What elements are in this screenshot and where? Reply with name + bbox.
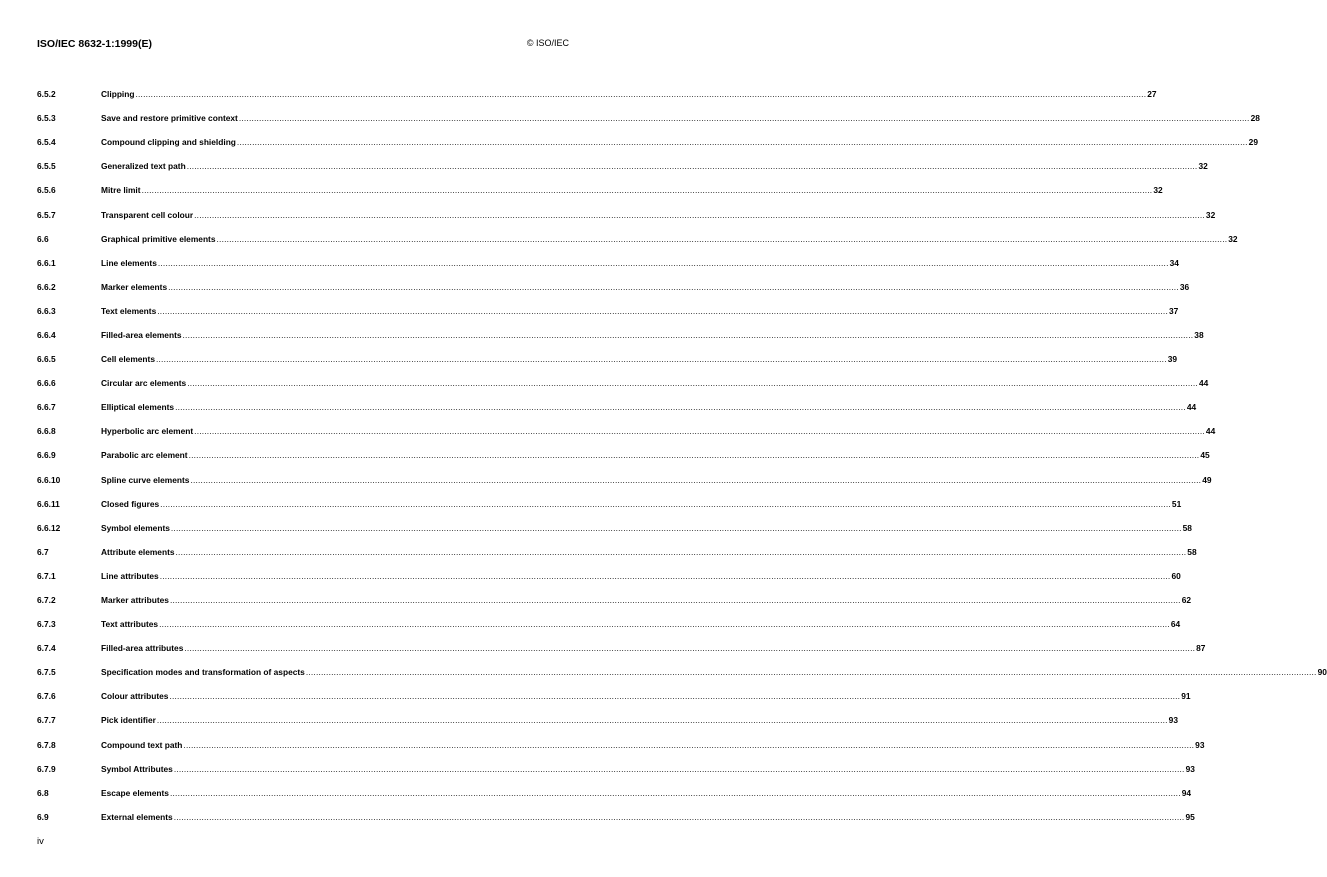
toc-section-number: 6.5.5 [37, 161, 56, 172]
toc-section-number: 6.7.3 [37, 619, 56, 630]
toc-section-title: Escape elements [101, 787, 169, 798]
toc-section-number: 6.6.4 [37, 329, 56, 340]
toc-section-title: Filled-area attributes [101, 643, 184, 654]
toc-page-number: 44 [1205, 426, 1216, 437]
toc-section-title: Parabolic arc element [101, 450, 188, 461]
toc-section-title: Compound text path [101, 739, 183, 750]
toc-section-title: Symbol Attributes [101, 763, 173, 774]
toc-entry[interactable] [37, 636, 1206, 660]
toc-page-number: 93 [1185, 763, 1195, 774]
toc-dot-leader: ................................................................................................................................................................................................................................................................................................................................................................................................................ [186, 161, 1198, 172]
toc-section-title: Save and restore primitive context [101, 113, 238, 124]
toc-entry[interactable] [37, 323, 1204, 347]
toc-page-number: 27 [1147, 89, 1157, 100]
toc-entry[interactable] [37, 708, 1178, 732]
toc-dot-leader: ................................................................................................................................................................................................................................................................................................................................................................................................................ [135, 89, 1147, 100]
toc-section-number: 6.7.7 [37, 715, 56, 726]
toc-page-number: 58 [1187, 546, 1197, 557]
toc-page-number: 94 [1181, 787, 1192, 798]
toc-dot-leader: ................................................................................................................................................................................................................................................................................................................................................................................................................ [170, 522, 1182, 533]
toc-dot-leader: ................................................................................................................................................................................................................................................................................................................................................................................................................ [184, 643, 1196, 654]
toc-page-number: 34 [1169, 257, 1179, 268]
toc-section-number: 6.6.2 [37, 281, 56, 292]
toc-entry[interactable] [37, 757, 1195, 781]
toc-section-title: Marker attributes [101, 595, 169, 606]
toc-entry[interactable] [37, 443, 1210, 467]
toc-entry[interactable] [37, 588, 1192, 612]
toc-page-number: 93 [1168, 715, 1178, 726]
toc-entry[interactable] [37, 275, 1190, 299]
toc-entry[interactable] [37, 733, 1205, 757]
toc-section-title: Graphical primitive elements [101, 233, 216, 244]
toc-section-title: Specification modes and transformation of aspects [101, 667, 305, 678]
toc-dot-leader: ................................................................................................................................................................................................................................................................................................................................................................................................................ [159, 619, 1170, 630]
toc-section-title: Text attributes [101, 619, 159, 630]
toc-section-number: 6.7.6 [37, 691, 56, 702]
toc-dot-leader: ................................................................................................................................................................................................................................................................................................................................................................................................................ [169, 595, 1181, 606]
toc-entry[interactable] [37, 516, 1192, 540]
toc-section-number: 6.6.1 [37, 257, 56, 268]
toc-dot-leader: ................................................................................................................................................................................................................................................................................................................................................................................................................ [190, 474, 1202, 485]
toc-dot-leader: ................................................................................................................................................................................................................................................................................................................................................................................................................ [187, 378, 1198, 389]
toc-entry[interactable] [37, 660, 1327, 684]
toc-page-number: 44 [1186, 402, 1197, 413]
document-id: ISO/IEC 8632-1:1999(E) [37, 38, 152, 50]
toc-entry[interactable] [37, 468, 1212, 492]
toc-section-number: 6.7.2 [37, 595, 56, 606]
toc-section-number: 6.6.11 [37, 498, 60, 509]
toc-section-number: 6.6 [37, 233, 49, 244]
toc-section-title: Closed figures [101, 498, 160, 509]
toc-section-title: Line elements [101, 257, 157, 268]
toc-entry[interactable] [37, 564, 1181, 588]
toc-section-number: 6.8 [37, 787, 49, 798]
toc-page-number: 51 [1171, 498, 1182, 509]
toc-entry[interactable] [37, 805, 1195, 829]
toc-dot-leader: ................................................................................................................................................................................................................................................................................................................................................................................................................ [157, 305, 1168, 316]
toc-entry[interactable] [37, 130, 1258, 154]
toc-page-number: 44 [1198, 378, 1209, 389]
toc-section-title: Symbol elements [101, 522, 170, 533]
toc-page-number: 91 [1181, 691, 1191, 702]
toc-entry[interactable] [37, 395, 1197, 419]
toc-entry[interactable] [37, 540, 1197, 564]
toc-section-number: 6.5.6 [37, 185, 56, 196]
toc-section-title: Spline curve elements [101, 474, 190, 485]
toc-page-number: 32 [1228, 233, 1238, 244]
toc-entry[interactable] [37, 106, 1260, 130]
toc-section-number: 6.6.8 [37, 426, 56, 437]
toc-section-number: 6.7.8 [37, 739, 56, 750]
toc-section-number: 6.9 [37, 811, 49, 822]
toc-entry[interactable] [37, 419, 1216, 443]
toc-page-number: 32 [1198, 161, 1208, 172]
toc-page-number: 87 [1196, 643, 1206, 654]
toc-dot-leader: ................................................................................................................................................................................................................................................................................................................................................................................................................ [188, 450, 1200, 461]
toc-section-number: 6.5.2 [37, 89, 56, 100]
toc-dot-leader: ................................................................................................................................................................................................................................................................................................................................................................................................................ [169, 691, 1181, 702]
toc-dot-leader: ................................................................................................................................................................................................................................................................................................................................................................................................................ [156, 715, 1168, 726]
toc-page-number: 62 [1181, 595, 1192, 606]
toc-dot-leader: ................................................................................................................................................................................................................................................................................................................................................................................................................ [238, 113, 1250, 124]
toc-entry[interactable] [37, 347, 1178, 371]
toc-entry[interactable] [37, 178, 1163, 202]
toc-section-number: 6.7.9 [37, 763, 56, 774]
toc-page-number: 45 [1200, 450, 1210, 461]
toc-section-number: 6.6.9 [37, 450, 56, 461]
toc-dot-leader: ................................................................................................................................................................................................................................................................................................................................................................................................................ [156, 354, 1167, 365]
page-number: iv [37, 836, 44, 847]
toc-entry[interactable] [37, 781, 1192, 805]
toc-section-title: Generalized text path [101, 161, 186, 172]
toc-entry[interactable] [37, 492, 1182, 516]
toc-dot-leader: ................................................................................................................................................................................................................................................................................................................................................................................................................ [182, 329, 1194, 340]
toc-section-title: Hyperbolic arc element [101, 426, 194, 437]
toc-entry[interactable] [37, 251, 1179, 275]
toc-section-title: Elliptical elements [101, 402, 175, 413]
toc-entry[interactable] [37, 299, 1179, 323]
toc-entry[interactable] [37, 371, 1209, 395]
toc-dot-leader: ................................................................................................................................................................................................................................................................................................................................................................................................................ [169, 787, 1181, 798]
toc-section-title: Compound clipping and shielding [101, 137, 236, 148]
toc-page-number: 95 [1185, 811, 1195, 822]
toc-dot-leader: ................................................................................................................................................................................................................................................................................................................................................................................................................ [194, 426, 1205, 437]
toc-page-number: 36 [1179, 281, 1190, 292]
toc-section-title: Mitre limit [101, 185, 141, 196]
toc-section-title: Line attributes [101, 570, 159, 581]
toc-entry[interactable] [37, 154, 1208, 178]
toc-section-number: 6.6.5 [37, 354, 56, 365]
table-of-contents [37, 82, 1327, 829]
toc-page-number: 93 [1195, 739, 1205, 750]
toc-section-number: 6.6.12 [37, 522, 61, 533]
toc-section-title: Clipping [101, 89, 135, 100]
toc-section-number: 6.5.7 [37, 209, 56, 220]
toc-section-title: Colour attributes [101, 691, 169, 702]
toc-dot-leader: ................................................................................................................................................................................................................................................................................................................................................................................................................ [305, 667, 1317, 678]
toc-dot-leader: ................................................................................................................................................................................................................................................................................................................................................................................................................ [183, 739, 1195, 750]
page-header [37, 38, 569, 52]
toc-page-number: 90 [1317, 667, 1327, 678]
toc-section-number: 6.6.6 [37, 378, 56, 389]
toc-page-number: 64 [1170, 619, 1181, 630]
toc-dot-leader: ................................................................................................................................................................................................................................................................................................................................................................................................................ [194, 209, 1205, 220]
toc-page-number: 32 [1205, 209, 1216, 220]
toc-page-number: 58 [1182, 522, 1192, 533]
toc-entry[interactable] [37, 612, 1181, 636]
toc-section-number: 6.7.4 [37, 643, 56, 654]
toc-dot-leader: ................................................................................................................................................................................................................................................................................................................................................................................................................ [173, 763, 1185, 774]
toc-dot-leader: ................................................................................................................................................................................................................................................................................................................................................................................................................ [160, 498, 1171, 509]
toc-section-title: Cell elements [101, 354, 155, 365]
toc-section-title: Transparent cell colour [101, 209, 194, 220]
toc-page-number: 28 [1250, 113, 1260, 124]
toc-section-title: Filled-area elements [101, 329, 182, 340]
toc-dot-leader: ................................................................................................................................................................................................................................................................................................................................................................................................................ [175, 546, 1187, 557]
toc-section-number: 6.6.3 [37, 305, 56, 316]
toc-dot-leader: ................................................................................................................................................................................................................................................................................................................................................................................................................ [157, 257, 1169, 268]
toc-section-title: Attribute elements [101, 546, 175, 557]
toc-page-number: 49 [1202, 474, 1212, 485]
toc-section-number: 6.5.4 [37, 137, 56, 148]
toc-entry[interactable] [37, 82, 1157, 106]
toc-page-number: 39 [1167, 354, 1178, 365]
toc-page-number: 60 [1171, 570, 1181, 581]
toc-section-title: Marker elements [101, 281, 168, 292]
toc-entry[interactable] [37, 202, 1216, 226]
copyright-notice: © ISO/IEC [526, 38, 569, 48]
toc-section-number: 6.7.5 [37, 667, 56, 678]
toc-dot-leader: ................................................................................................................................................................................................................................................................................................................................................................................................................ [168, 281, 1179, 292]
toc-dot-leader: ................................................................................................................................................................................................................................................................................................................................................................................................................ [216, 233, 1228, 244]
toc-section-number: 6.7 [37, 546, 49, 557]
toc-page-number: 29 [1248, 137, 1258, 148]
toc-page-number: 32 [1153, 185, 1163, 196]
toc-page-number: 37 [1168, 305, 1179, 316]
toc-section-number: 6.5.3 [37, 113, 56, 124]
toc-dot-leader: ................................................................................................................................................................................................................................................................................................................................................................................................................ [175, 402, 1186, 413]
toc-page-number: 38 [1194, 329, 1204, 340]
toc-dot-leader: ................................................................................................................................................................................................................................................................................................................................................................................................................ [173, 811, 1185, 822]
toc-entry[interactable] [37, 227, 1238, 251]
toc-dot-leader: ................................................................................................................................................................................................................................................................................................................................................................................................................ [141, 185, 1153, 196]
toc-section-title: Text elements [101, 305, 157, 316]
toc-section-title: Circular arc elements [101, 378, 187, 389]
toc-entry[interactable] [37, 684, 1191, 708]
toc-dot-leader: ................................................................................................................................................................................................................................................................................................................................................................................................................ [236, 137, 1248, 148]
toc-section-title: Pick identifier [101, 715, 156, 726]
toc-section-title: External elements [101, 811, 173, 822]
toc-section-number: 6.7.1 [37, 570, 56, 581]
toc-section-number: 6.6.7 [37, 402, 56, 413]
toc-section-number: 6.6.10 [37, 474, 61, 485]
toc-dot-leader: ................................................................................................................................................................................................................................................................................................................................................................................................................ [159, 570, 1171, 581]
